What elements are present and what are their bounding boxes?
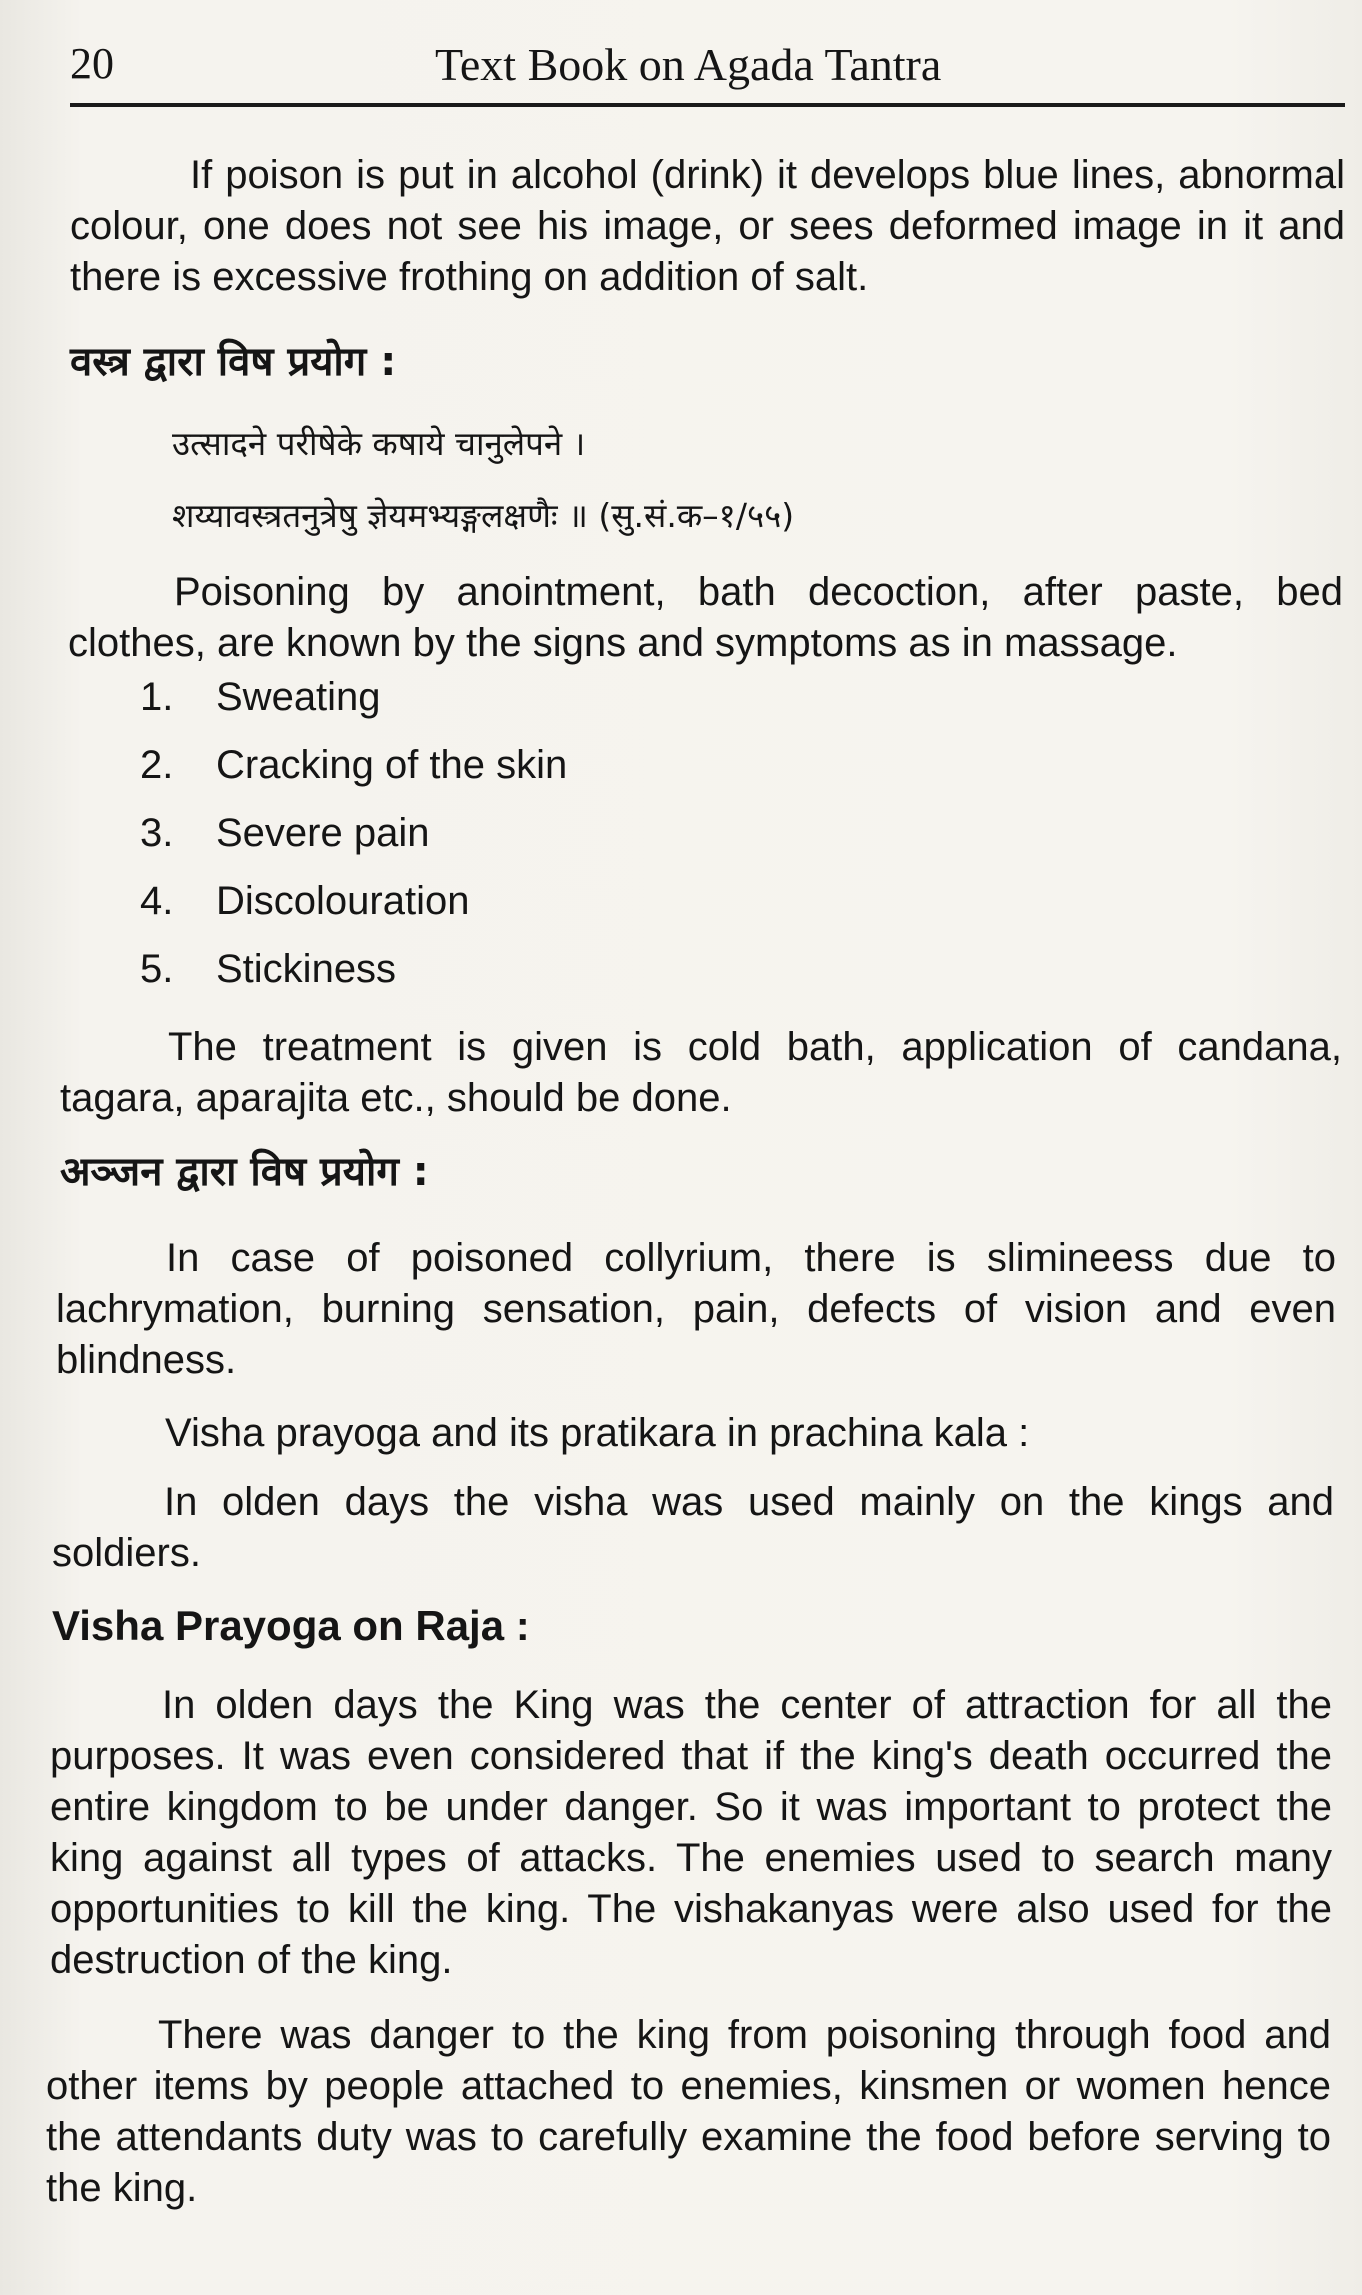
paragraph-anointment: Poisoning by anointment, bath decoction, after paste, bed clothes, are known by the signs and symptoms as in massage. bbox=[68, 570, 1343, 665]
heading-anjana: अञ्जन द्वारा विष प्रयोग : bbox=[60, 1149, 429, 1195]
list-item: 1. Sweating bbox=[140, 675, 381, 719]
list-item: 3. Severe pain bbox=[140, 811, 430, 855]
paragraph-king-center: In olden days the King was the center of attraction for all the purposes. It was even considered that if the king's death occurred the entire kingdom to be under danger. So it was important to protect the king against all types of attacks. The enemies used to search many opportunities to kill the king. The vishakanyas were also used for the destruction of the king. bbox=[50, 1683, 1332, 1982]
heading-vastra: वस्त्र द्वारा विष प्रयोग : bbox=[70, 339, 397, 385]
verse-line-1: उत्सादने परीषेके कषाये चानुलेपने । bbox=[172, 424, 586, 463]
paragraph-treatment: The treatment is given is cold bath, application of candana, tagara, aparajita etc., should be done. bbox=[60, 1025, 1342, 1120]
heading-visha-raja: Visha Prayoga on Raja : bbox=[52, 1602, 530, 1649]
paragraph-alcohol: If poison is put in alcohol (drink) it develops blue lines, abnormal colour, one does not see his image, or sees deformed image in it and there is excessive frothing on addition of salt. bbox=[70, 153, 1345, 299]
verse-line-2: शय्यावस्त्रतनुत्रेषु ज्ञेयमभ्यङ्गलक्षणैः ॥ (सु.सं.क–१/५५) bbox=[172, 496, 795, 535]
list-item: 4. Discolouration bbox=[140, 879, 470, 923]
paragraph-olden-days: In olden days the visha was used mainly on the kings and soldiers. bbox=[52, 1480, 1334, 1575]
book-title: Text Book on Agada Tantra bbox=[435, 39, 942, 90]
list-item: 5. Stickiness bbox=[140, 947, 397, 991]
paragraph-collyrium: In case of poisoned collyrium, there is slimineess due to lachrymation, burning sensation, pain, defects of vision and even blindness. bbox=[56, 1236, 1336, 1382]
page-number: 20 bbox=[70, 39, 114, 88]
paragraph-danger: There was danger to the king from poisoning through food and other items by people attached to enemies, kinsmen or women hence the attendants duty was to carefully examine the food before serving to the king. bbox=[46, 2013, 1331, 2210]
page-header bbox=[70, 30, 1320, 110]
list-item: 2. Cracking of the skin bbox=[140, 743, 568, 787]
visha-prayoga-line: Visha prayoga and its pratikara in prachina kala : bbox=[165, 1411, 1030, 1455]
header-rule bbox=[70, 103, 1345, 107]
